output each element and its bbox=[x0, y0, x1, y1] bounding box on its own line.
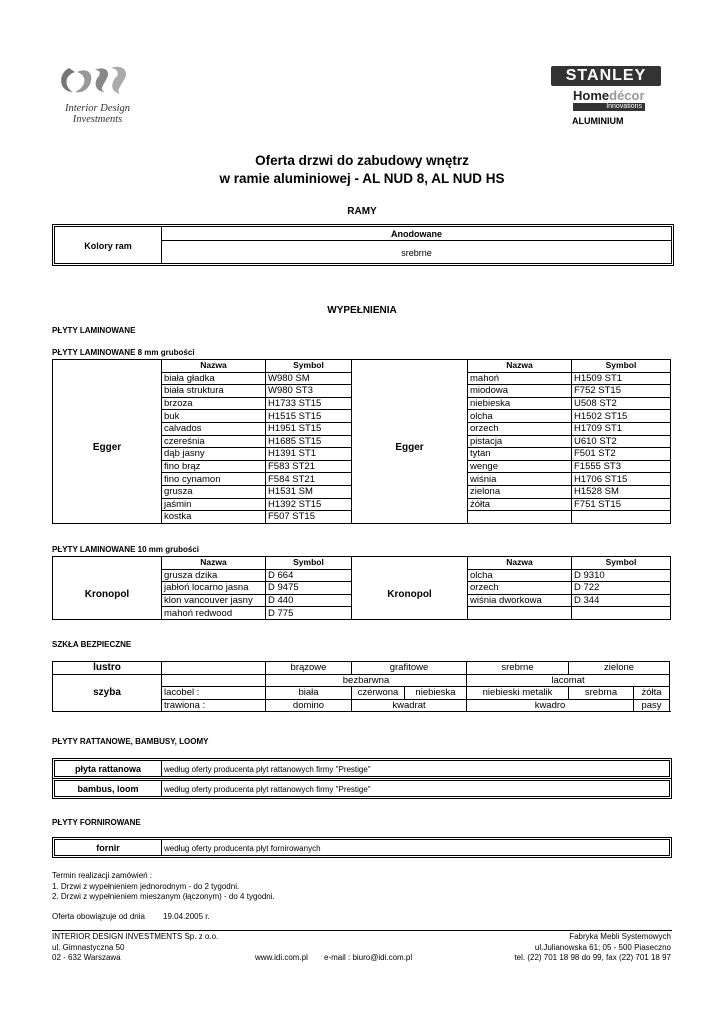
brand-label: Kronopol bbox=[53, 569, 162, 619]
product-name: klon vancouver jasny bbox=[162, 594, 266, 607]
product-symbol: W980 ST3 bbox=[266, 385, 352, 398]
szkla-table bbox=[52, 661, 670, 712]
lacobel-value: srebrna bbox=[569, 687, 634, 700]
product-name: biała gładka bbox=[162, 372, 266, 385]
ramy-row-label: Kolory ram bbox=[84, 241, 132, 251]
fornir-heading: PŁYTY FORNIROWANE bbox=[52, 818, 141, 827]
footer-company bbox=[52, 932, 218, 964]
product-symbol: H1733 ST15 bbox=[266, 397, 352, 410]
lustro-value: zielone bbox=[569, 662, 670, 675]
product-name: mahoń bbox=[468, 372, 572, 385]
product-symbol: F752 ST15 bbox=[572, 385, 671, 398]
product-name: pistacja bbox=[468, 435, 572, 448]
rattan-label: płyta rattanowa bbox=[74, 764, 141, 774]
page-title bbox=[0, 152, 724, 188]
bambus-label: bambus, loom bbox=[77, 784, 139, 794]
col-header-symbol: Symbol bbox=[266, 360, 352, 373]
lustro-value: grafitowe bbox=[352, 662, 467, 675]
trawiona-label: trawiona : bbox=[162, 699, 266, 712]
lacobel-value: żółta bbox=[634, 687, 670, 700]
ramy-value: srebrne bbox=[401, 248, 432, 258]
product-symbol: D 9310 bbox=[572, 569, 671, 582]
product-name: zielona bbox=[468, 485, 572, 498]
product-symbol: H1391 ST1 bbox=[266, 448, 352, 461]
idi-emblem-icon bbox=[55, 62, 135, 98]
product-name: biała struktura bbox=[162, 385, 266, 398]
ramy-col-header: Anodowane bbox=[162, 229, 671, 241]
product-name: jaśmin bbox=[162, 498, 266, 511]
fornir-label: fornir bbox=[96, 843, 120, 853]
brand-label: Egger bbox=[53, 372, 162, 523]
delivery-notes bbox=[52, 871, 275, 903]
delivery-note: 1. Drzwi z wypełnieniem jednorodnym - do 2 tygodni. bbox=[52, 881, 240, 891]
product-name: wiśnia dworkowa bbox=[468, 594, 572, 607]
footer-divider bbox=[52, 930, 672, 931]
lustro-label: lustro bbox=[53, 662, 162, 675]
delivery-note: 2. Drzwi z wypełnieniem mieszanym (łączonym) - do 4 tygodni. bbox=[52, 892, 275, 901]
product-symbol: F1555 ST3 bbox=[572, 460, 671, 473]
product-symbol: D 775 bbox=[266, 607, 352, 620]
bezbarwna-label: bezbarwna bbox=[266, 674, 467, 687]
product-symbol: D 344 bbox=[572, 594, 671, 607]
trawiona-value: kwadro bbox=[467, 699, 634, 712]
product-name: orzech bbox=[468, 422, 572, 435]
footer-email-link[interactable]: e-mail : biuro@idi.com.pl bbox=[324, 953, 413, 962]
product-name: fino cynamon bbox=[162, 473, 266, 486]
product-symbol: D 440 bbox=[266, 594, 352, 607]
decor-word: décor bbox=[609, 88, 645, 103]
home-word: Home bbox=[573, 88, 610, 103]
product-symbol: H1515 ST15 bbox=[266, 410, 352, 423]
product-name: miodowa bbox=[468, 385, 572, 398]
footer-www-link[interactable]: www.idi.com.pl bbox=[255, 953, 308, 962]
lacobel-value: niebieska bbox=[405, 687, 467, 700]
product-name: olcha bbox=[468, 569, 572, 582]
product-symbol: D 9475 bbox=[266, 582, 352, 595]
product-symbol: F507 ST15 bbox=[266, 511, 352, 524]
product-name: calvados bbox=[162, 422, 266, 435]
idi-name-line1: Interior Design bbox=[64, 103, 131, 114]
col-header-name: Nazwa bbox=[162, 360, 266, 373]
product-symbol: H1509 ST1 bbox=[572, 372, 671, 385]
offer-valid-label: Oferta obowiązuje od dnia bbox=[52, 912, 145, 921]
product-name: wenge bbox=[468, 460, 572, 473]
footer-factory bbox=[514, 932, 671, 964]
product-name: czereśnia bbox=[162, 435, 266, 448]
ramy-table bbox=[52, 224, 674, 266]
product-name: tytan bbox=[468, 448, 572, 461]
col-header-symbol: Symbol bbox=[266, 557, 352, 570]
lacobel-value: biała bbox=[266, 687, 352, 700]
ramy-heading: RAMY bbox=[347, 206, 377, 217]
stanley-wordmark: STANLEY bbox=[551, 66, 661, 86]
bambus-row bbox=[52, 778, 672, 799]
lacobel-label: lacobel : bbox=[162, 687, 266, 700]
footer-company-name: INTERIOR DESIGN INVESTMENTS Sp. z o.o. bbox=[52, 932, 219, 941]
lam8-table bbox=[52, 359, 671, 524]
idi-name-line2: Investments bbox=[72, 114, 123, 125]
trawiona-value: domino bbox=[266, 699, 352, 712]
rattan-value: według oferty producenta płyt rattanowych firmy "Prestige" bbox=[164, 765, 371, 774]
product-symbol: F583 ST21 bbox=[266, 460, 352, 473]
col-header-name: Nazwa bbox=[162, 557, 266, 570]
footer-city: 02 - 632 Warszawa bbox=[52, 953, 121, 962]
product-name: żółta bbox=[468, 498, 572, 511]
product-name: olcha bbox=[468, 410, 572, 423]
product-name bbox=[468, 511, 572, 524]
col-header-symbol: Symbol bbox=[572, 557, 671, 570]
product-symbol: W980 SM bbox=[266, 372, 352, 385]
product-symbol: H1685 ST15 bbox=[266, 435, 352, 448]
fornir-row bbox=[52, 837, 672, 858]
product-name bbox=[468, 607, 572, 620]
lacobel-value: czerwona bbox=[352, 687, 405, 700]
product-symbol: U508 ST2 bbox=[572, 397, 671, 410]
product-symbol: H1709 ST1 bbox=[572, 422, 671, 435]
product-name: brzoza bbox=[162, 397, 266, 410]
product-symbol: F584 ST21 bbox=[266, 473, 352, 486]
product-symbol: H1528 SM bbox=[572, 485, 671, 498]
lam10-heading: PŁYTY LAMINOWANE 10 mm grubości bbox=[52, 545, 199, 554]
szkla-heading: SZKŁA BEZPIECZNE bbox=[52, 640, 132, 649]
rattan-heading: PŁYTY RATTANOWE, BAMBUSY, LOOMY bbox=[52, 737, 209, 746]
table-row bbox=[53, 569, 671, 582]
product-name: buk bbox=[162, 410, 266, 423]
stanley-logo bbox=[551, 66, 661, 126]
product-name: wiśnia bbox=[468, 473, 572, 486]
product-symbol: F501 ST2 bbox=[572, 448, 671, 461]
bambus-value: według oferty producenta płyt rattanowych firmy "Prestige" bbox=[164, 785, 371, 794]
product-name: kostka bbox=[162, 511, 266, 524]
innovations-label: Innovations bbox=[573, 103, 645, 111]
wypelnienia-heading: WYPEŁNIENIA bbox=[327, 305, 397, 316]
lustro-value: srebrne bbox=[467, 662, 569, 675]
product-symbol: H1706 ST15 bbox=[572, 473, 671, 486]
offer-valid-date: 19.04.2005 r. bbox=[163, 912, 210, 921]
brand-label: Kronopol bbox=[352, 569, 468, 619]
idi-logo bbox=[55, 62, 140, 125]
product-name: grusza bbox=[162, 485, 266, 498]
rattan-row bbox=[52, 758, 672, 779]
table-row bbox=[53, 372, 671, 385]
product-symbol bbox=[572, 607, 671, 620]
product-symbol: D 664 bbox=[266, 569, 352, 582]
product-symbol: H1502 ST15 bbox=[572, 410, 671, 423]
product-name: niebieska bbox=[468, 397, 572, 410]
footer-factory-name: Fabryka Mebli Systemowych bbox=[569, 932, 671, 941]
lam8-heading: PŁYTY LAMINOWANE 8 mm grubości bbox=[52, 348, 195, 357]
product-name: dąb jasny bbox=[162, 448, 266, 461]
product-name: grusza dzika bbox=[162, 569, 266, 582]
lacobel-value: niebieski metalik bbox=[467, 687, 569, 700]
lacomat-label: lacomat bbox=[467, 674, 670, 687]
delivery-title: Termin realizacji zamówień : bbox=[52, 871, 153, 880]
fornir-value: według oferty producenta płyt fornirowanych bbox=[164, 844, 321, 853]
col-header-symbol: Symbol bbox=[572, 360, 671, 373]
trawiona-value: kwadrat bbox=[352, 699, 467, 712]
product-symbol: F751 ST15 bbox=[572, 498, 671, 511]
trawiona-value: pasy bbox=[634, 699, 670, 712]
product-symbol: H1392 ST15 bbox=[266, 498, 352, 511]
aluminium-label: ALUMINIUM bbox=[572, 116, 624, 126]
product-symbol: D 722 bbox=[572, 582, 671, 595]
product-symbol: H1951 ST15 bbox=[266, 422, 352, 435]
plyty-laminowane-heading: PŁYTY LAMINOWANE bbox=[52, 326, 136, 335]
brand-label: Egger bbox=[352, 372, 468, 523]
title-line1: Oferta drzwi do zabudowy wnętrz bbox=[255, 153, 469, 168]
product-name: jabłoń locarno jasna bbox=[162, 582, 266, 595]
lam10-table bbox=[52, 556, 671, 620]
product-name: orzech bbox=[468, 582, 572, 595]
szyba-label: szyba bbox=[53, 674, 162, 712]
footer-street: ul. Gimnastyczna 50 bbox=[52, 942, 125, 952]
product-name: mahoń redwood bbox=[162, 607, 266, 620]
product-symbol bbox=[572, 511, 671, 524]
homedecor-wordmark bbox=[573, 88, 645, 103]
lustro-value: brązowe bbox=[266, 662, 352, 675]
col-header-name: Nazwa bbox=[468, 557, 572, 570]
product-symbol: H1531 SM bbox=[266, 485, 352, 498]
title-line2: w ramie aluminiowej - AL NUD 8, AL NUD HS bbox=[219, 171, 505, 186]
product-symbol: U610 ST2 bbox=[572, 435, 671, 448]
col-header-name: Nazwa bbox=[468, 360, 572, 373]
product-name: fino brąz bbox=[162, 460, 266, 473]
footer-factory-phone: tel. (22) 701 18 98 do 99, fax (22) 701 18 97 bbox=[514, 953, 671, 962]
footer-factory-address: ul.Julianowska 61; 05 - 500 Piaseczno bbox=[534, 942, 671, 952]
